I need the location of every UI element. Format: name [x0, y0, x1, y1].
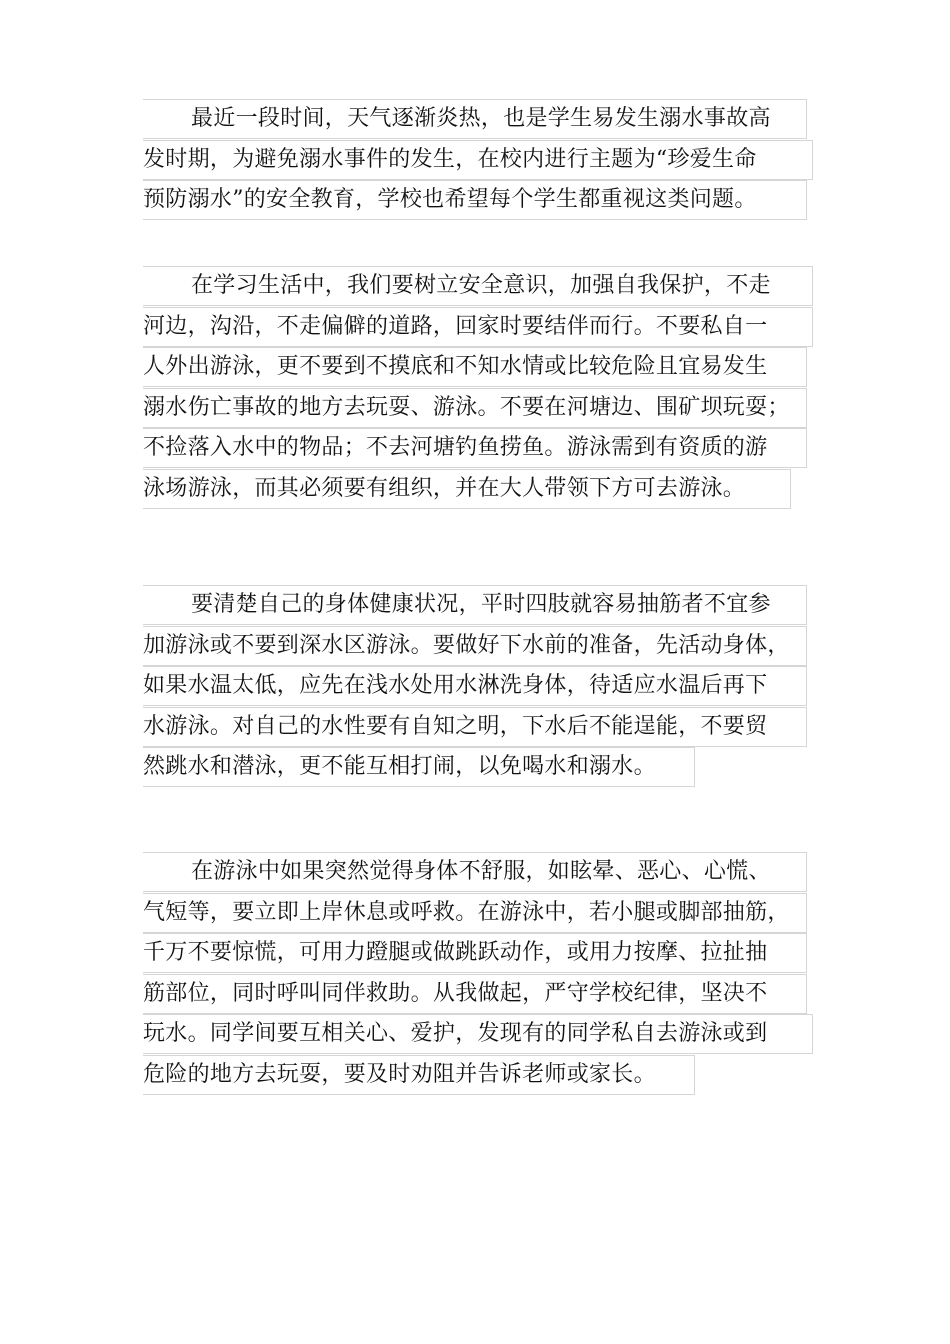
text-line: 最近一段时间，天气逐渐炎热，也是学生易发生溺水事故高	[143, 99, 807, 139]
text-line: 在学习生活中，我们要树立安全意识，加强自我保护，不走	[143, 266, 813, 306]
paragraph-4	[143, 852, 813, 1095]
text-line: 人外出游泳，更不要到不摸底和不知水情或比较危险且宜易发生	[143, 347, 807, 387]
text-line: 溺水伤亡事故的地方去玩耍、游泳。不要在河塘边、围矿坝玩耍；	[143, 388, 807, 428]
text-line: 千万不要惊慌，可用力蹬腿或做跳跃动作，或用力按摩、拉扯抽	[143, 933, 807, 973]
text-line: 筋部位，同时呼叫同伴救助。从我做起，严守学校纪律，坚决不	[143, 974, 807, 1014]
text-line: 在游泳中如果突然觉得身体不舒服，如眩晕、恶心、心慌、	[143, 852, 807, 892]
text-line: 玩水。同学间要互相关心、爱护，发现有的同学私自去游泳或到	[143, 1014, 813, 1054]
paragraph-2	[143, 266, 813, 509]
text-line: 气短等，要立即上岸休息或呼救。在游泳中，若小腿或脚部抽筋，	[143, 893, 807, 933]
text-line: 加游泳或不要到深水区游泳。要做好下水前的准备，先活动身体，	[143, 626, 807, 666]
paragraph-3	[143, 585, 807, 788]
text-line: 泳场游泳，而其必须要有组织，并在大人带领下方可去游泳。	[143, 469, 791, 509]
paragraph-1	[143, 99, 813, 221]
text-line: 危险的地方去玩耍，要及时劝阻并告诉老师或家长。	[143, 1055, 695, 1095]
text-line: 发时期，为避免溺水事件的发生，在校内进行主题为“珍爱生命	[143, 140, 813, 180]
text-line: 河边，沟沿，不走偏僻的道路，回家时要结伴而行。不要私自一	[143, 307, 813, 347]
text-line: 如果水温太低，应先在浅水处用水淋洗身体，待适应水温后再下	[143, 666, 807, 706]
text-line: 然跳水和潜泳，更不能互相打闹，以免喝水和溺水。	[143, 747, 695, 787]
text-line: 预防溺水”的安全教育，学校也希望每个学生都重视这类问题。	[143, 180, 807, 220]
text-line: 要清楚自己的身体健康状况，平时四肢就容易抽筋者不宜参	[143, 585, 807, 625]
text-line: 不捡落入水中的物品；不去河塘钓鱼捞鱼。游泳需到有资质的游	[143, 428, 807, 468]
text-line: 水游泳。对自己的水性要有自知之明，下水后不能逞能，不要贸	[143, 707, 807, 747]
